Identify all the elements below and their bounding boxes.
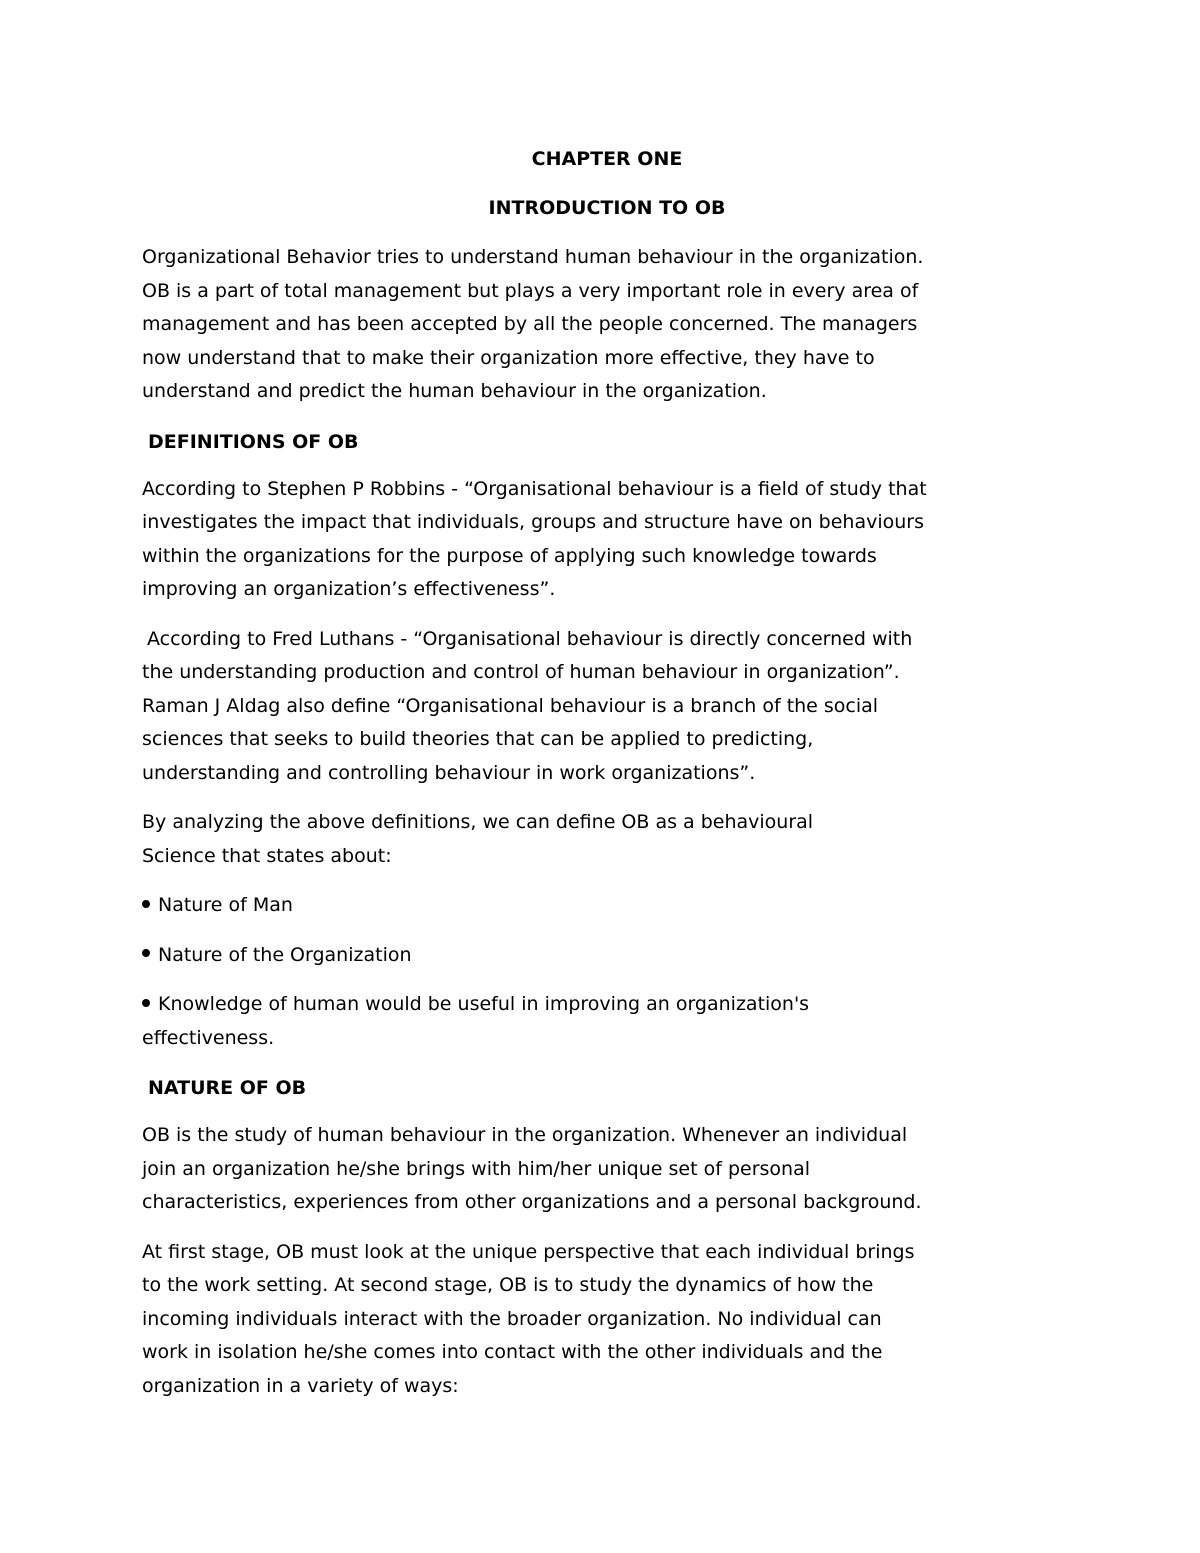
paragraph-line: management and has been accepted by all the people concerned. The managers <box>142 313 918 335</box>
paragraph-line: improving an organization’s effectiveness”. <box>142 578 556 600</box>
paragraph-line: According to Fred Luthans - “Organisational behaviour is directly concerned with <box>147 627 913 650</box>
paragraph-line: Science that states about: <box>142 844 392 867</box>
paragraph-line: understanding and controlling behaviour in work organizations”. <box>142 761 756 784</box>
paragraph-line: join an organization he/she brings with him/her unique set of personal <box>142 1157 810 1180</box>
paragraph-line: incoming individuals interact with the broader organization. No individual can <box>142 1307 882 1330</box>
paragraph-line: organization in a variety of ways: <box>142 1374 459 1397</box>
paragraph-line: OB is the study of human behaviour in the organization. Whenever an individual <box>142 1124 908 1146</box>
nature-heading: NATURE OF OB <box>148 1077 307 1099</box>
bullet-text: Knowledge of human would be useful in improving an organization's <box>158 993 810 1015</box>
bullet-dot-icon <box>142 900 150 908</box>
section-title: INTRODUCTION TO OB <box>488 197 726 219</box>
intro-paragraph <box>142 241 1072 409</box>
bullet-line <box>142 988 1072 1022</box>
paragraph-line: Organizational Behavior tries to understand human behaviour in the organization. <box>142 246 924 268</box>
bullet-item <box>142 939 1072 973</box>
paragraph-line: According to Stephen P Robbins - “Organisational behaviour is a field of study that <box>142 477 927 500</box>
paragraph-line: to the work setting. At second stage, OB is to study the dynamics of how the <box>142 1274 874 1296</box>
definitions-heading: DEFINITIONS OF OB <box>148 430 359 453</box>
bullet-item <box>142 889 1072 923</box>
paragraph-line: the understanding production and control of human behaviour in organization”. <box>142 661 900 683</box>
bullet-line <box>142 939 1072 973</box>
paragraph-line: At first stage, OB must look at the unique perspective that each individual brings <box>142 1240 915 1263</box>
paragraph-line: sciences that seeks to build theories that can be applied to predicting, <box>142 728 814 750</box>
paragraph-line: understand and predict the human behaviour in the organization. <box>142 380 767 402</box>
bullet-item <box>142 988 1072 1055</box>
paragraph-line: Raman J Aldag also define “Organisational behaviour is a branch of the social <box>142 694 879 717</box>
bullet-dot-icon <box>142 949 150 957</box>
paragraph-line: characteristics, experiences from other organizations and a personal background. <box>142 1191 922 1213</box>
paragraph-line: within the organizations for the purpose of applying such knowledge towards <box>142 544 877 567</box>
document-body <box>142 142 1072 1419</box>
paragraph-line: By analyzing the above definitions, we can define OB as a behavioural <box>142 811 814 833</box>
analysis-paragraph <box>142 806 1072 873</box>
paragraph-line: investigates the impact that individuals, groups and structure have on behaviours <box>142 511 924 533</box>
paragraph-line: work in isolation he/she comes into contact with the other individuals and the <box>142 1341 883 1363</box>
paragraph-line: OB is a part of total management but plays a very important role in every area of <box>142 279 919 302</box>
bullet-text: Nature of Man <box>158 894 293 916</box>
stage-paragraph <box>142 1236 1072 1404</box>
bullet-line: effectiveness. <box>142 1026 275 1049</box>
paragraph-line: now understand that to make their organization more effective, they have to <box>142 346 875 369</box>
bullet-dot-icon <box>142 999 150 1007</box>
robbins-paragraph <box>142 473 1072 607</box>
nature-paragraph <box>142 1119 1072 1220</box>
bullet-line <box>142 889 1072 923</box>
luthans-paragraph <box>142 623 1072 791</box>
chapter-title: CHAPTER ONE <box>531 148 683 170</box>
bullet-text: Nature of the Organization <box>158 943 412 966</box>
